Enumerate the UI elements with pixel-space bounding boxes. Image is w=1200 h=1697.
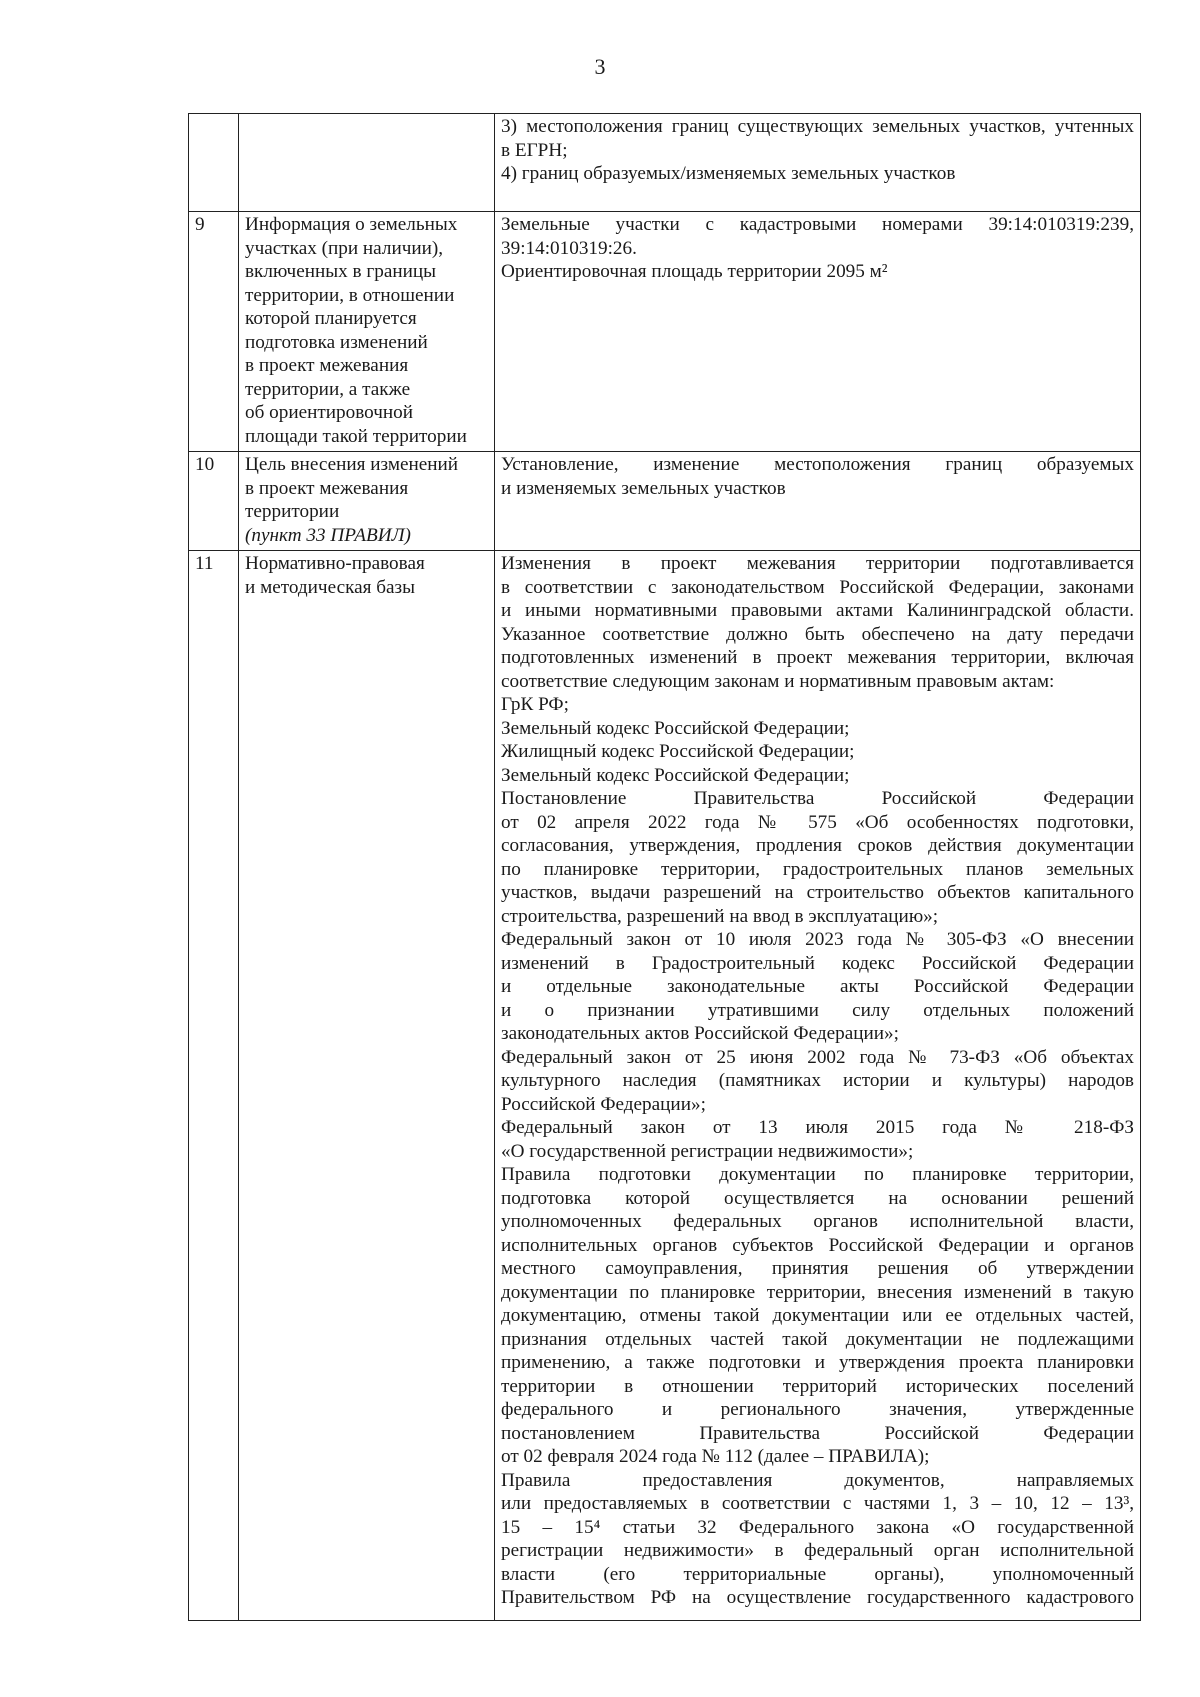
content-line: по планировке территории, градостроительных планов земельных [501,858,1134,880]
content-line: Земельные участки с кадастровыми номерами 39:14:010319:239, [501,214,1134,235]
label-line: Нормативно-правовая [245,553,425,574]
label-line: в проект межевания [245,355,409,376]
content-line: Федеральный закон от 25 июня 2002 года № 73-ФЗ «Об объектах [501,1046,1134,1068]
content-line: Федеральный закон от 13 июля 2015 года № 218-ФЗ [501,1117,1134,1138]
content-line: подготовленных изменений в проект межевания территории, включая [501,647,1134,668]
content-line: территории в отношении территорий исторических поселений [501,1375,1134,1397]
content-line: согласования, утверждения, продления сроков действия документации [501,835,1134,856]
label-line: участках (при наличии), [245,237,444,259]
content-line: применению, а также подготовки и утверждения проекта планировки [501,1352,1134,1373]
content-line: Постановление Правительства Российской Федерации [501,788,1134,809]
row-number-cell: 10 [189,452,239,551]
content-line: от 02 апреля 2022 года № 575 «Об особенностях подготовки, [501,811,1134,833]
content-line: федерального и регионального значения, утвержденные [501,1399,1134,1420]
label-line: подготовка изменений [245,331,428,353]
content-line: от 02 февраля 2024 года № 112 (далее – ПРАВИЛА); [501,1446,930,1467]
label-line: Информация о земельных [245,214,458,235]
row-number-cell: 11 [189,551,239,1621]
content-line: Правила предоставления документов, направляемых [501,1469,1134,1491]
label-line: которой планируется [245,308,417,329]
label-line: площади такой территории [245,425,467,447]
label-line: и методическая базы [245,576,416,598]
content-line: документацию, отмены такой документации или ее отдельных частей, [501,1305,1134,1326]
content-line: Земельный кодекс Российской Федерации; [501,717,850,739]
row-label-cell [239,551,495,1621]
label-note: (пункт 33 ПРАВИЛ) [245,524,411,546]
content-line: и о признании утратившими силу отдельных положений [501,999,1134,1021]
content-line: Правительством РФ на осуществление государственного кадастрового [501,1587,1134,1608]
content-line: изменений в Градостроительный кодекс Российской Федерации [501,952,1134,974]
content-line: соответствие следующим законам и нормативным правовым актам: [501,670,1055,692]
content-line: местного самоуправления, принятия решения об утверждении [501,1258,1134,1279]
content-line: участков, выдачи разрешений на строительство объектов капитального [501,882,1134,903]
content-line: культурного наследия (памятниках истории и культуры) народов [501,1070,1134,1091]
content-line: 39:14:010319:26. [501,237,637,259]
content-line: в соответствии с законодательством Российской Федерации, законами [501,576,1134,598]
row-content-cell [495,212,1141,452]
row-label-cell [239,114,495,212]
content-line: ГрК РФ; [501,694,569,715]
content-line: Федеральный закон от 10 июля 2023 года № 305-ФЗ «О внесении [501,929,1134,950]
label-line: территории, а также [245,378,411,400]
content-line: 3) местоположения границ существующих земельных участков, учтенных [501,116,1134,137]
content-line: регистрации недвижимости» в федеральный орган исполнительной [501,1540,1134,1561]
content-line: «О государственной регистрации недвижимости»; [501,1140,914,1162]
label-line: в проект межевания [245,477,409,499]
row-label-cell [239,452,495,551]
row-number-cell: 9 [189,212,239,452]
content-line: постановлением Правительства Российской Федерации [501,1422,1134,1444]
content-line: документации по планировке территории, внесения изменений в такую [501,1281,1134,1303]
table-row [189,212,1141,452]
label-line: включенных в границы [245,261,437,282]
row-content-cell [495,114,1141,212]
content-line: 4) границ образуемых/изменяемых земельных участков [501,163,956,184]
content-line: Указанное соответствие должно быть обеспечено на дату передачи [501,623,1134,645]
content-line: Изменения в проект межевания территории подготавливается [501,553,1134,574]
requirements-table [188,113,1141,1621]
content-line: уполномоченных федеральных органов исполнительной власти, [501,1211,1134,1232]
label-line: Цель внесения изменений [245,454,459,475]
content-line: Жилищный кодекс Российской Федерации; [501,741,855,762]
row-label-cell [239,212,495,452]
content-line: исполнительных органов субъектов Российской Федерации и органов [501,1234,1134,1256]
content-line: законодательных актов Российской Федерации»; [501,1023,899,1044]
label-line: территории [245,501,340,522]
content-line: строительства, разрешений на ввод в эксплуатацию»; [501,905,939,927]
row-number-cell [189,114,239,212]
content-line: и отдельные законодательные акты Российской Федерации [501,976,1134,997]
page-number: 3 [594,54,606,79]
label-line: территории, в отношении [245,284,455,306]
content-line: Правила подготовки документации по планировке территории, [501,1164,1134,1185]
content-line: и изменяемых земельных участков [501,477,786,499]
content-line: подготовка которой осуществляется на основании решений [501,1187,1134,1209]
content-line: 15 – 15⁴ статьи 32 Федерального закона «О государственной [501,1516,1134,1538]
row-content-cell [495,551,1141,1621]
content-line: власти (его территориальные органы), уполномоченный [501,1563,1134,1585]
content-line: Российской Федерации»; [501,1093,706,1115]
table-row [189,551,1141,1621]
content-line: в ЕГРН; [501,139,568,161]
content-line: или предоставляемых в соответствии с частями 1, 3 – 10, 12 – 13³, [501,1493,1134,1514]
content-line: Установление, изменение местоположения границ образуемых [501,454,1134,475]
row-content-cell [495,452,1141,551]
content-line: признания отдельных частей такой документации не подлежащими [501,1328,1134,1350]
table-row [189,452,1141,551]
content-line: и иными нормативными правовыми актами Калининградской области. [501,600,1134,621]
table-row [189,114,1141,212]
content-line: Ориентировочная площадь территории 2095 м² [501,261,888,282]
content-line: Земельный кодекс Российской Федерации; [501,764,850,786]
label-line: об ориентировочной [245,402,414,423]
